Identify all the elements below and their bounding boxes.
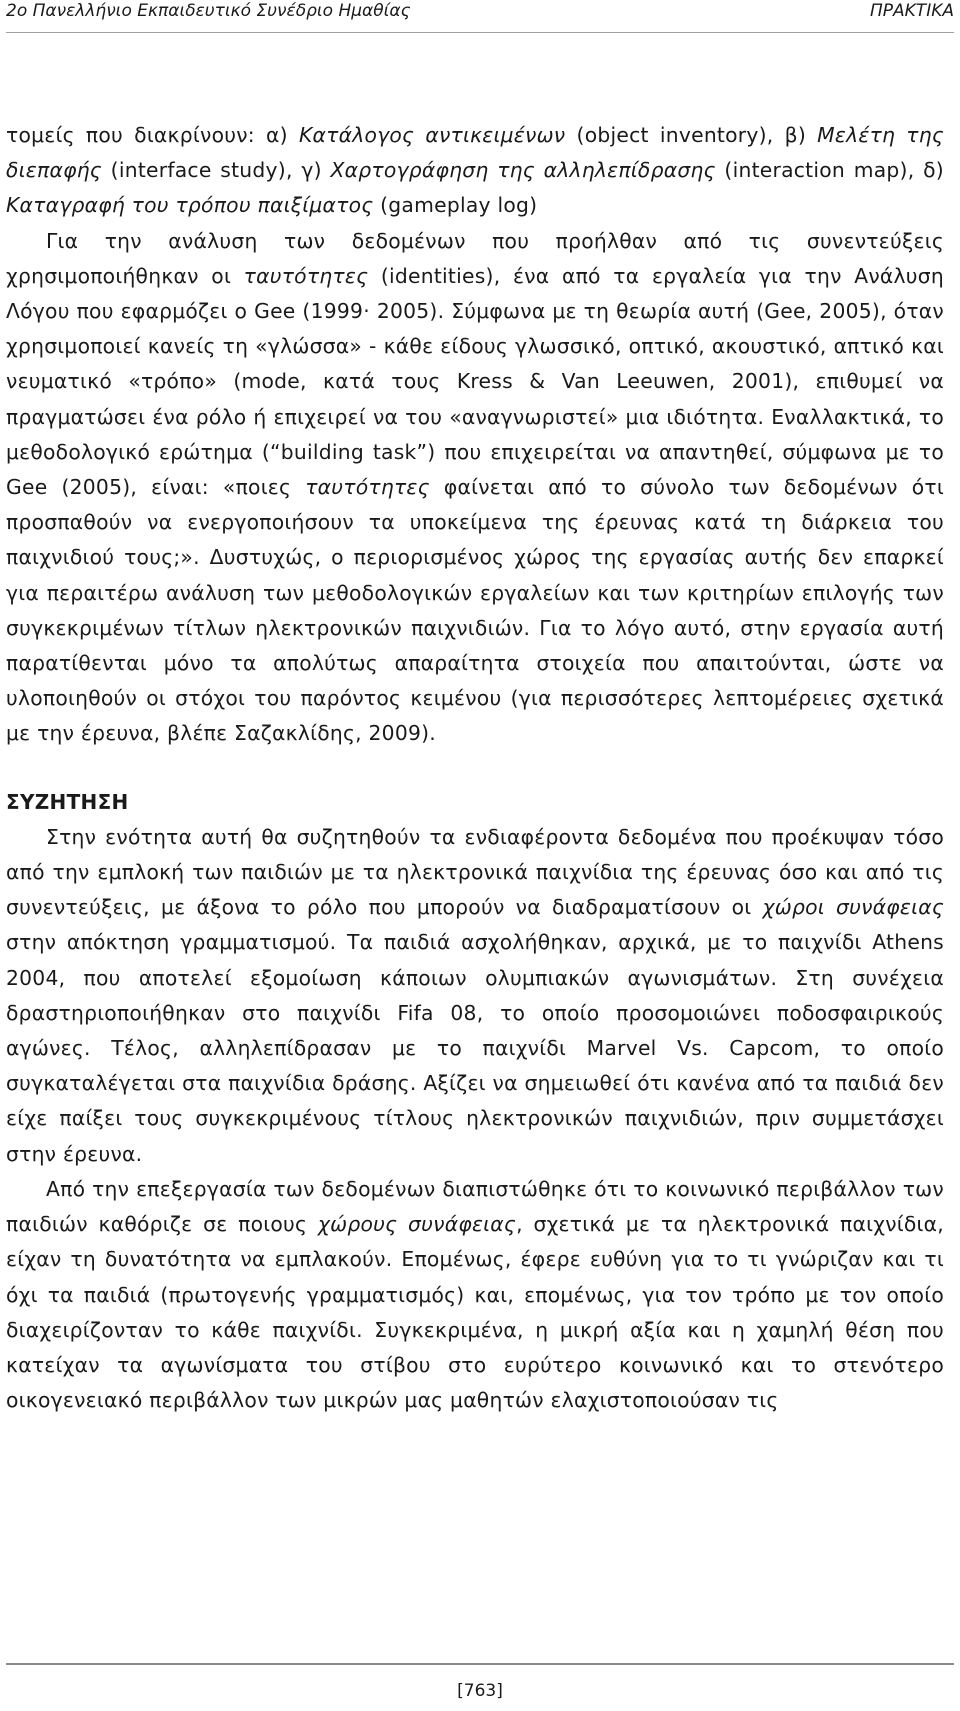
text-run: (identities), ένα από τα εργαλεία για την Ανάλυση Λόγου που εφαρμόζει ο Gee (1999· 2005). Σύμφωνα με τη θεωρία αυτή (Gee, 2005), όταν χρησιμοποιεί κανείς τη «γλώσσα» - κάθε είδους γλωσσικό, οπτικό, ακουστικό, απτικό και νευματικό «τρόπο» (mode, κατά τους Kress & Van Leeuwen, 2001), επιθυμεί να πραγματώσει ένα ρόλο ή επιχειρεί να του «αναγνωριστεί» μια ιδιότητα. Εναλλακτικά, το μεθοδολογικό ερώτημα (“building task”) που επιχειρείται να απαντηθεί, σύμφωνα με το Gee (2005), είναι: «ποιες [6, 263, 944, 500]
footer-divider [6, 1663, 954, 1665]
italic-term: χώρους συνάφειας [317, 1212, 517, 1237]
conference-title: 2ο Πανελλήνιο Εκπαιδευτικό Συνέδριο Ημαθίας [6, 1, 411, 21]
text-run: φαίνεται από το σύνολο των δεδομένων ότι προσπαθούν να ενεργοποιήσουν τα υποκείμενα της έρευνας κατά τη διάρκεια του παιχνιδιού τους;». Δυστυχώς, ο περιορισμένος χώρος της εργασίας αυτής δεν επαρκεί για περαιτέρω ανάλυση των μεθοδολογικών εργαλείων και των κριτηρίων επιλογής των συγκεκριμένων τίτλων ηλεκτρονικών παιχνιδιών. Για το λόγο αυτό, στην εργασία αυτή παρατίθενται μόνο τα απολύτως απαραίτητα στοιχεία που απαιτούνται, ώστε να υλοποιηθούν οι στόχοι του παρόντος κειμένου (για περισσότερες λεπτομέρειες σχετικά με την έρευνα, βλέπε Σαζακλίδης, 2009). [6, 475, 944, 746]
italic-term: Κατάλογος αντικειμένων [298, 123, 566, 147]
text-run: (object inventory), β) [565, 123, 818, 147]
intro-paragraphs [6, 118, 944, 752]
running-header [6, 0, 954, 34]
discussion-paragraphs [6, 820, 944, 1418]
body-paragraph [6, 224, 944, 752]
text-run: (interface study), γ) [101, 158, 331, 183]
italic-term: Μελέτη της διεπαφής [6, 123, 944, 183]
italic-term: Καταγραφή του τρόπου παιξίματος [6, 193, 374, 218]
text-run: Από την επεξεργασία των δεδομένων διαπιστώθηκε ότι το κοινωνικό περιβάλλον των παιδιών καθόριζε σε ποιους [6, 1176, 944, 1237]
text-run: Στην ενότητα αυτή θα συζητηθούν τα ενδιαφέροντα δεδομένα που προέκυψαν τόσο από την εμπλοκή των παιδιών με τα ηλεκτρονικά παιχνίδια της έρευνας όσο και από τις συνεντεύξεις, με άξονα το ρόλο που μπορούν να διαδραματίσουν οι [6, 824, 944, 920]
text-run: (interaction map), δ) [715, 158, 944, 183]
body-paragraph [6, 1172, 944, 1418]
proceedings-label: ΠΡΑΚΤΙΚΑ [870, 1, 954, 21]
header-divider [6, 32, 954, 33]
body-paragraph [6, 820, 944, 1172]
italic-term: ταυτότητες [305, 475, 430, 500]
text-run: (gameplay log) [373, 193, 538, 218]
body-paragraph [6, 118, 944, 224]
page-body [6, 118, 944, 1418]
text-run: Για την ανάλυση των δεδομένων που προήλθαν από τις συνεντεύξεις χρησιμοποιήθηκαν οι [6, 228, 944, 288]
italic-term: ταυτότητες [243, 263, 369, 288]
text-run: , σχετικά με τα ηλεκτρονικά παιχνίδια, είχαν τη δυνατότητα να εμπλακούν. Επομένως, έφερε ευθύνη για το τι γνώριζαν και τι όχι τα παιδιά (πρωτογενής γραμματισμός) και, επομένως, για τον τρόπο με τον οποίο διαχειρίζονταν το κάθε παιχνίδι. Συγκεκριμένα, η μικρή αξία και η χαμηλή θέση που κατείχαν τα αγωνίσματα του στίβου στο ευρύτερο κοινωνικό και το στενότερο οικογενειακό περιβάλλον των μικρών μας μαθητών ελαχιστοποιούσαν τις [6, 1212, 944, 1413]
italic-term: χώροι συνάφειας [762, 895, 944, 920]
section-heading: ΣΥΖΗΤΗΣΗ [6, 789, 129, 814]
page-number: [763] [457, 1681, 503, 1701]
italic-term: Χαρτογράφηση της αλληλεπίδρασης [330, 158, 716, 183]
text-run: τομείς που διακρίνουν: α) [6, 123, 299, 147]
text-run: στην απόκτηση γραμματισμού. Τα παιδιά ασχολήθηκαν, αρχικά, με το παιχνίδι Athens 2004, που αποτελεί εξομοίωση κάποιων ολυμπιακών αγωνισμάτων. Στη συνέχεια δραστηριοποιήθηκαν στο παιχνίδι Fifa 08, το οποίο προσομοιώνει ποδοσφαιρικούς αγώνες. Τέλος, αλληλεπίδρασαν με το παιχνίδι Marvel Vs. Capcom, το οποίο συγκαταλέγεται στα παιχνίδια δράσης. Αξίζει να σημειωθεί ότι κανένα από τα παιδιά δεν είχε παίξει τους συγκεκριμένους τίτλους ηλεκτρονικών παιχνιδιών, πριν συμμετάσχει στην έρευνα. [6, 930, 944, 1166]
